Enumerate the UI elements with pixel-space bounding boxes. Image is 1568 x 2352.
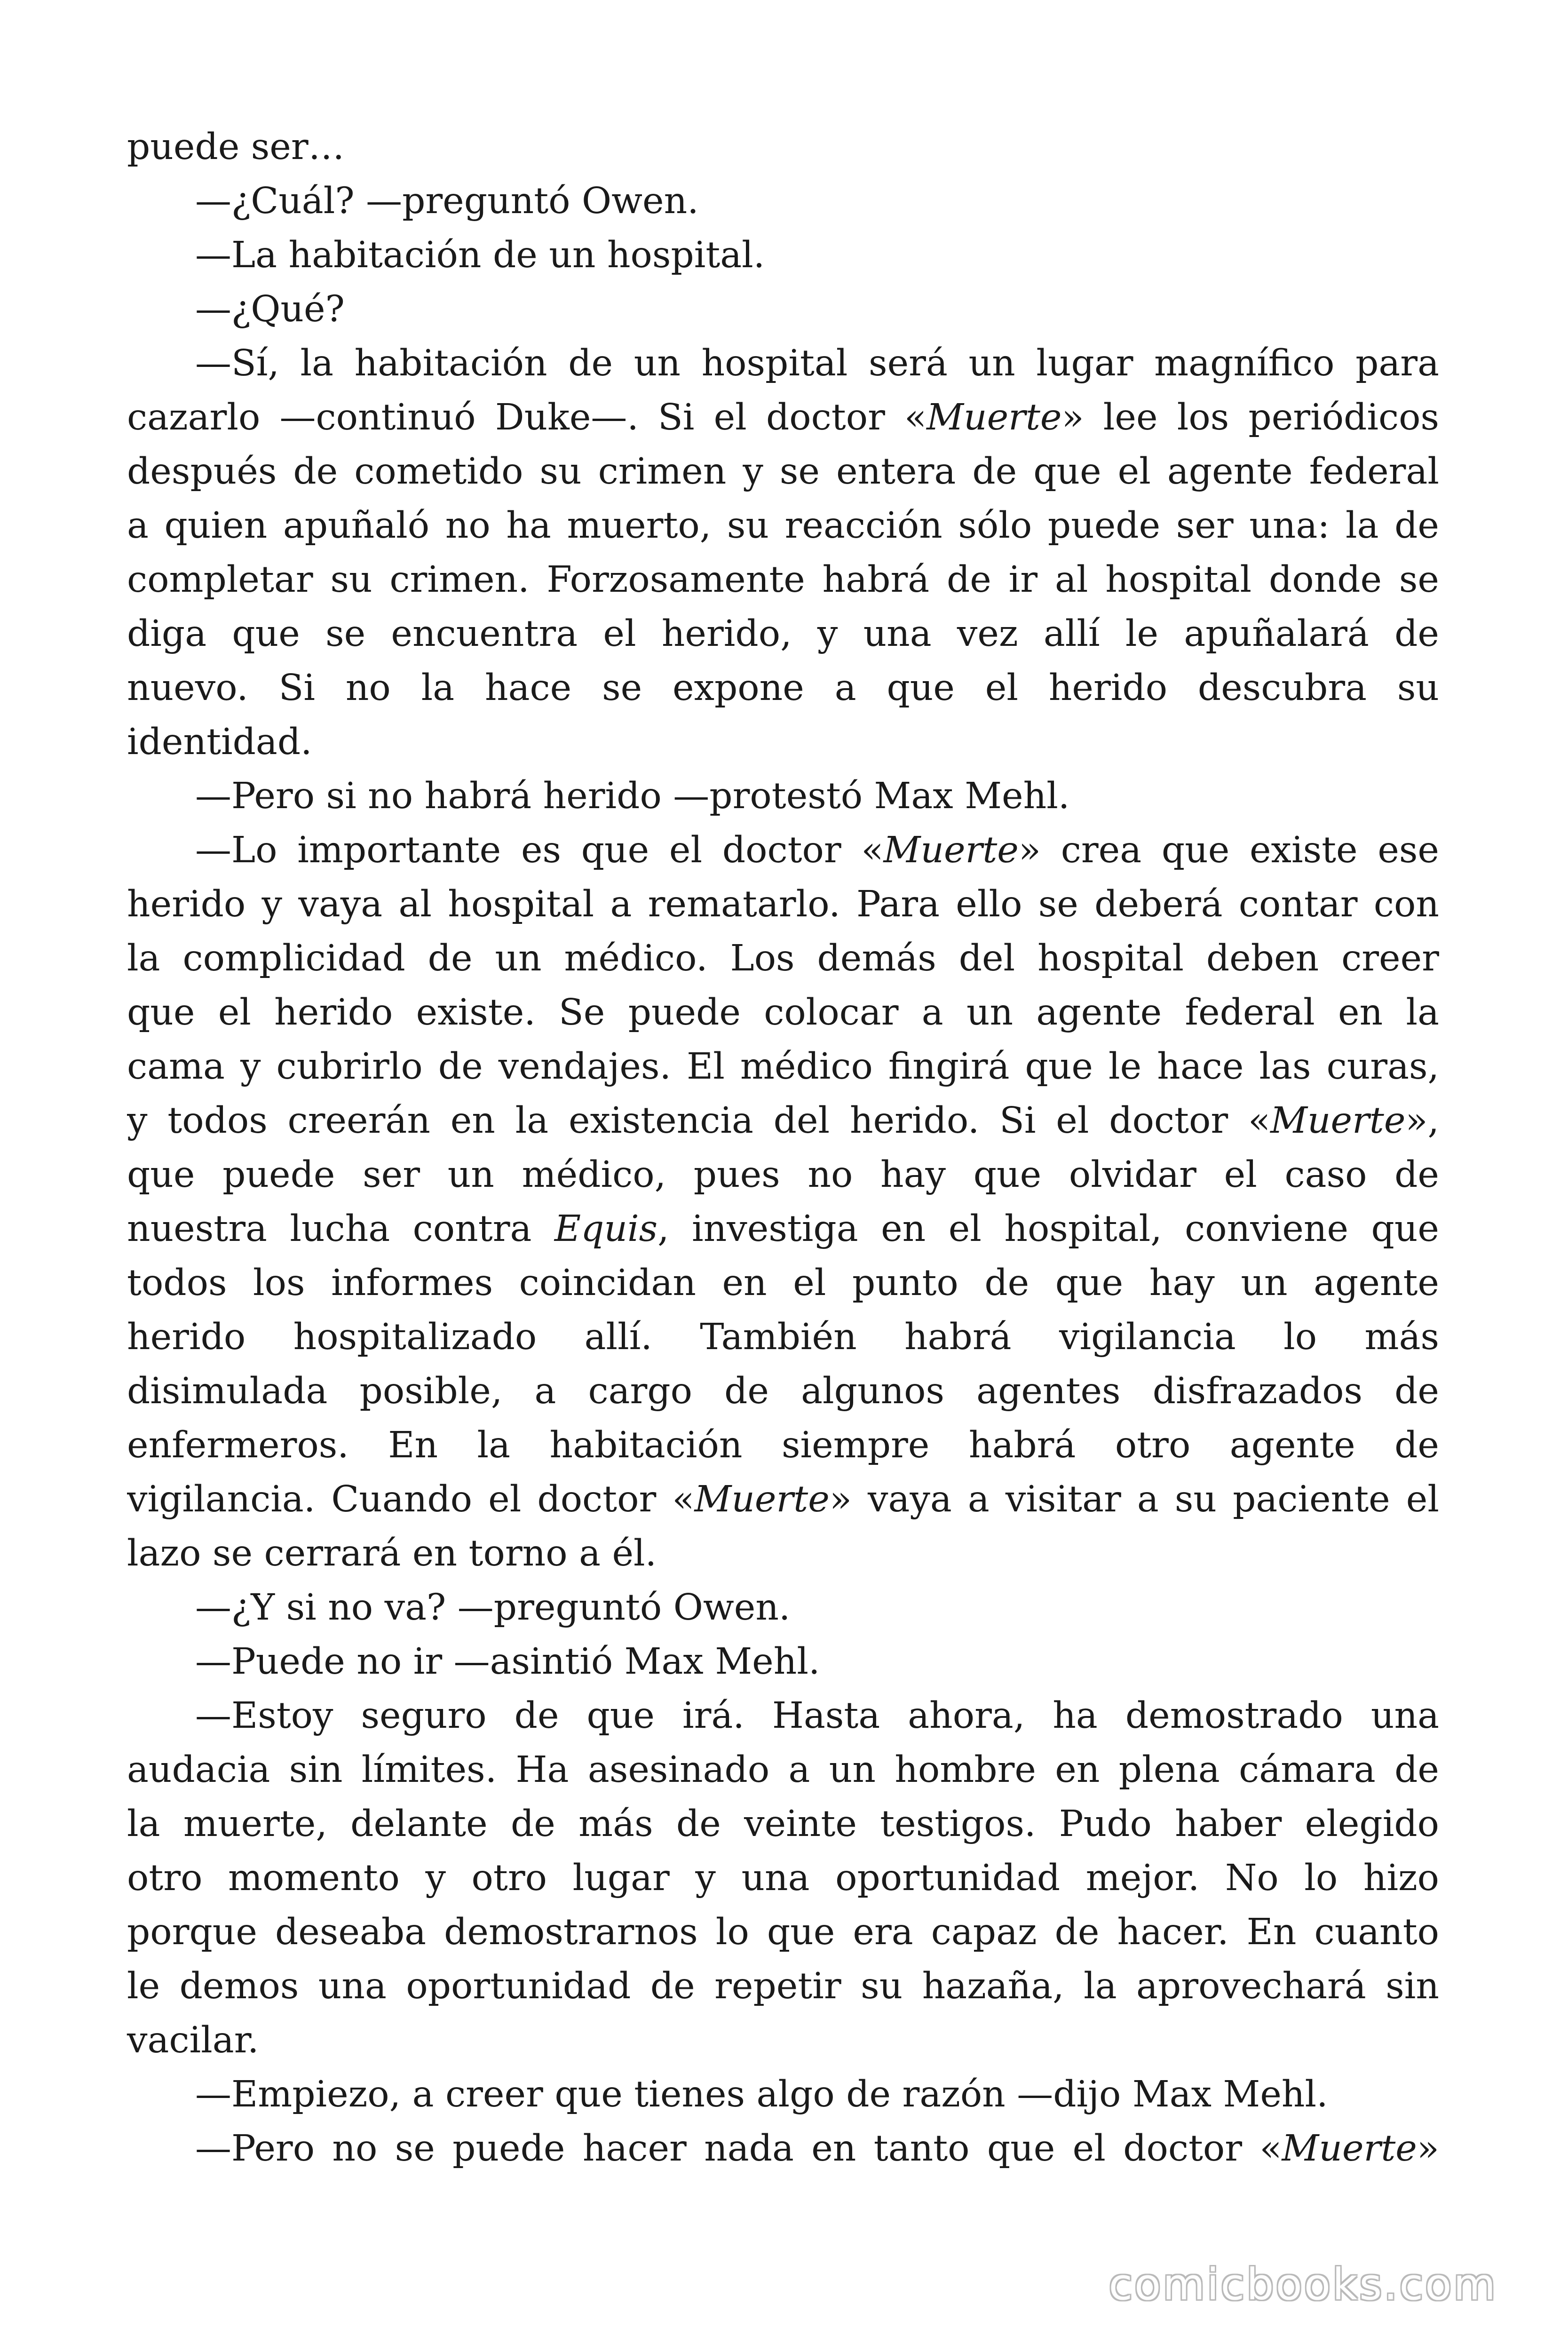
text-line-content: —La habitación de un hospital. (195, 234, 765, 276)
text-line (127, 1851, 1439, 1905)
text-line-content: —¿Qué? (195, 288, 345, 330)
watermark-logo: comicbooks.com (1109, 2259, 1497, 2310)
text-line (127, 1148, 1439, 1202)
text-line (127, 1797, 1439, 1851)
text-line (127, 1364, 1439, 1418)
text-line-content: —Pero no se puede hacer nada en tanto que el doctor « (195, 2128, 1282, 2169)
text-line-content: puede ser… (127, 126, 345, 168)
text-line-content: diga que se encuentra el herido, y una vez allí le apuñalará de (127, 613, 1439, 655)
text-line (127, 607, 1439, 661)
text-line-content: nuestra lucha contra (127, 1208, 554, 1250)
text-line (127, 2122, 1439, 2176)
text-line-content: » vaya a visitar a su paciente el (829, 1478, 1439, 1520)
text-line-content: cama y cubrirlo de vendajes. El médico fingirá que le hace las curas, (127, 1046, 1439, 1088)
text-line (127, 1472, 1439, 1526)
text-line-content: herido hospitalizado allí. También habrá vigilancia lo más (127, 1316, 1439, 1358)
text-line-content: enfermeros. En la habitación siempre habrá otro agente de (127, 1424, 1439, 1466)
text-line (127, 1743, 1439, 1797)
text-line-content: —Puede no ir —asintió Max Mehl. (195, 1641, 820, 1683)
text-line (127, 2013, 1439, 2067)
text-line-content: la complicidad de un médico. Los demás del hospital deben creer (127, 938, 1439, 979)
text-line-content: —¿Cuál? —preguntó Owen. (195, 180, 699, 222)
text-line-content: a quien apuñaló no ha muerto, su reacción sólo puede ser una: la de (127, 505, 1439, 547)
text-line (127, 931, 1439, 985)
text-line-content: después de cometido su crimen y se entera de que el agente federal (127, 451, 1439, 493)
text-line-content: herido y vaya al hospital a rematarlo. Para ello se deberá contar con (127, 883, 1439, 925)
text-line-content: —Estoy seguro de que irá. Hasta ahora, ha demostrado una (195, 1695, 1439, 1737)
italic-name: Muerte (1270, 1100, 1406, 1142)
text-line-content: audacia sin límites. Ha asesinado a un hombre en plena cámara de (127, 1749, 1439, 1791)
text-line-content: —Empiezo, a creer que tienes algo de razón —dijo Max Mehl. (195, 2074, 1328, 2115)
text-line (127, 390, 1439, 445)
text-line (127, 1689, 1439, 1743)
text-line (127, 1905, 1439, 1959)
italic-name: Muerte (927, 397, 1062, 438)
text-line-content: nuevo. Si no la hace se expone a que el herido descubra su (127, 667, 1439, 709)
text-line (127, 1094, 1439, 1148)
text-line (127, 985, 1439, 1040)
text-line (127, 1581, 1439, 1635)
italic-name: Equis (554, 1208, 658, 1250)
text-line-content: y todos creerán en la existencia del herido. Si el doctor « (127, 1100, 1271, 1142)
text-line (127, 499, 1439, 553)
text-line (127, 1635, 1439, 1689)
text-line-content: la muerte, delante de más de veinte testigos. Pudo haber elegido (127, 1803, 1439, 1845)
text-line (127, 282, 1439, 336)
text-line-content: otro momento y otro lugar y una oportunidad mejor. No lo hizo (127, 1857, 1439, 1899)
text-line-content: » (1417, 2128, 1439, 2169)
text-line-content: completar su crimen. Forzosamente habrá de ir al hospital donde se (127, 559, 1439, 601)
text-line (127, 1202, 1439, 1256)
text-line-content: —Sí, la habitación de un hospital será un lugar magnífico para (195, 342, 1439, 384)
text-line (127, 1526, 1439, 1581)
text-line-content: —Lo importante es que el doctor « (195, 829, 884, 871)
text-line (127, 2067, 1439, 2122)
text-line (127, 445, 1439, 499)
text-line-content: vigilancia. Cuando el doctor « (127, 1478, 695, 1520)
text-line-content: » crea que existe ese (1018, 829, 1439, 871)
text-line (127, 877, 1439, 931)
text-line (127, 1418, 1439, 1472)
italic-name: Muerte (1282, 2128, 1417, 2169)
text-line-content: cazarlo —continuó Duke—. Si el doctor « (127, 397, 927, 438)
text-line-content: todos los informes coincidan en el punto de que hay un agente (127, 1262, 1439, 1304)
text-line-content: lazo se cerrará en torno a él. (127, 1533, 657, 1574)
text-line-content: que puede ser un médico, pues no hay que olvidar el caso de (127, 1154, 1439, 1196)
text-line (127, 336, 1439, 390)
text-line-content: identidad. (127, 721, 312, 763)
text-line-content: , investiga en el hospital, conviene que (657, 1208, 1439, 1250)
text-line (127, 174, 1439, 228)
text-line-content: que el herido existe. Se puede colocar a un agente federal en la (127, 992, 1439, 1033)
text-line (127, 1040, 1439, 1094)
text-line-content: » lee los periódicos (1061, 397, 1439, 438)
text-line-content: —¿Y si no va? —preguntó Owen. (195, 1587, 791, 1629)
text-line (127, 661, 1439, 715)
text-line-content: vacilar. (127, 2019, 259, 2061)
text-line (127, 120, 1439, 174)
text-line-content: », (1405, 1100, 1439, 1142)
text-line-content: —Pero si no habrá herido —protestó Max Mehl. (195, 775, 1070, 817)
italic-name: Muerte (694, 1478, 830, 1520)
text-line-content: porque deseaba demostrarnos lo que era capaz de hacer. En cuanto (127, 1911, 1439, 1953)
text-line (127, 823, 1439, 877)
text-line (127, 715, 1439, 769)
text-line-content: le demos una oportunidad de repetir su hazaña, la aprovechará sin (127, 1965, 1439, 2007)
text-line (127, 1310, 1439, 1364)
text-line (127, 1256, 1439, 1310)
text-line (127, 1959, 1439, 2013)
text-line (127, 769, 1439, 823)
text-line (127, 228, 1439, 282)
text-line-content: disimulada posible, a cargo de algunos agentes disfrazados de (127, 1370, 1439, 1412)
text-line (127, 553, 1439, 607)
body-text (127, 120, 1439, 2176)
italic-name: Muerte (883, 829, 1019, 871)
